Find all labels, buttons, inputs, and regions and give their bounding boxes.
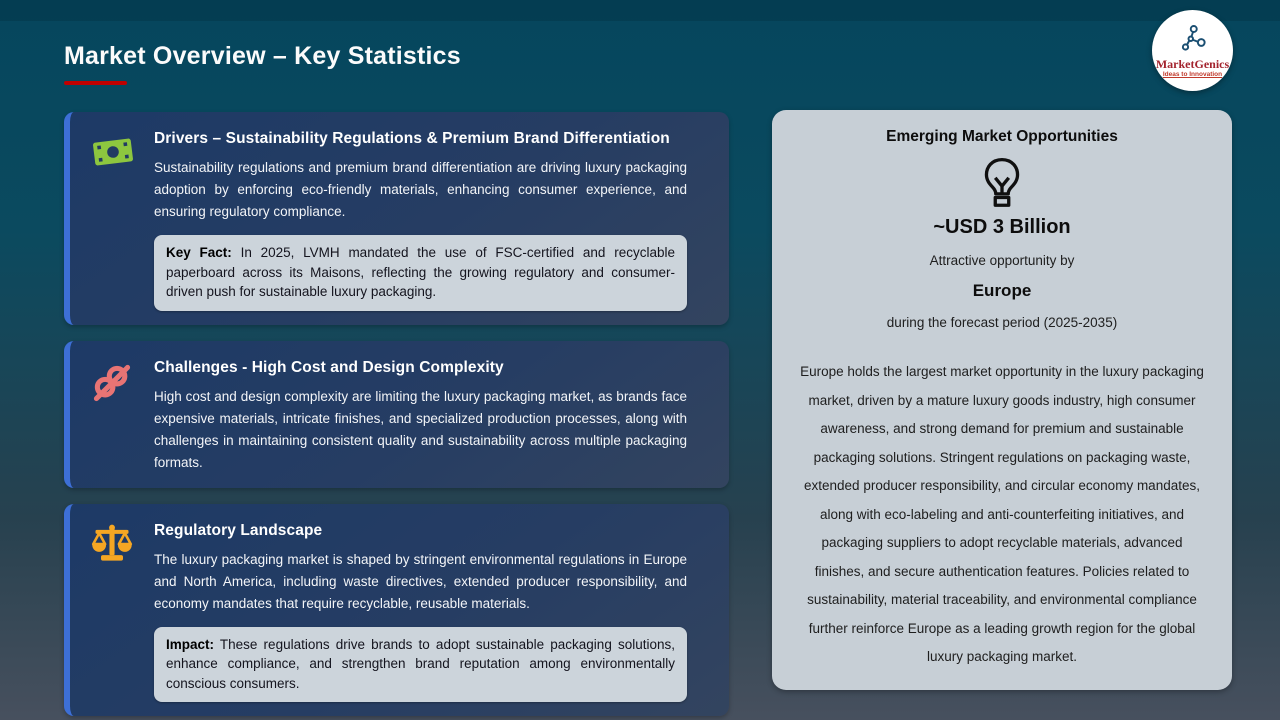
card-body: Sustainability regulations and premium brand differentiation are driving luxury packaging adoption by enforcing eco-friendly materials, enhancing consumer experience, and ensuring regulatory compliance.	[154, 160, 687, 219]
card-body: The luxury packaging market is shaped by stringent environmental regulations in Europe and North America, including waste directives, extended producer responsibility, and economy mandates that require recyclable, reusable materials.	[154, 551, 687, 611]
callout-label: Impact:	[166, 636, 215, 652]
opportunity-region: Europe	[972, 281, 1032, 300]
card-title: Challenges - High Cost and Design Complexity	[154, 358, 504, 376]
forecast-period: during the forecast period (2025-2035)	[886, 315, 1118, 330]
impact-box	[154, 627, 687, 703]
title-underline	[64, 81, 127, 85]
broken-link-icon	[90, 356, 136, 474]
logo-brand: MarketGenics	[1155, 56, 1230, 71]
callout-text: These regulations drive brands to adopt sustainable packaging solutions, enhance compliance, and strengthen brand reputation among environmentally conscious consumers.	[166, 636, 675, 691]
logo-tagline: Ideas to Innovation	[1162, 71, 1223, 79]
lightbulb-icon	[799, 156, 1205, 214]
panel-title: Emerging Market Opportunities	[886, 128, 1118, 145]
molecule-icon	[1178, 23, 1208, 58]
opportunity-value: ~USD 3 Billion	[933, 216, 1071, 238]
opportunity-subtitle: Attractive opportunity by	[929, 253, 1075, 268]
drivers-card	[64, 112, 729, 325]
header	[64, 42, 461, 85]
card-title: Regulatory Landscape	[154, 521, 323, 539]
scales-icon	[90, 519, 136, 703]
card-content	[154, 356, 687, 474]
marketgenics-logo	[1152, 10, 1233, 91]
card-content	[154, 519, 687, 703]
regulatory-card	[64, 504, 729, 717]
cards-column	[64, 112, 729, 720]
money-icon	[90, 127, 136, 311]
opportunity-panel	[772, 110, 1232, 690]
callout-label: Key Fact:	[166, 245, 232, 260]
challenges-card	[64, 341, 729, 488]
top-strip	[0, 0, 1280, 21]
opportunity-description: Europe holds the largest market opportunity in the luxury packaging market, driven by a mature luxury goods industry, high consumer awareness, and strong demand for premium and sustainable packaging solutions. Stringent regulations on packaging waste, extended producer responsibility, and circular economy mandates, along with eco-labeling and anti-counterfeiting initiatives, and packaging suppliers to adopt recyclable materials, advanced finishes, and secure authentication features. Policies related to sustainability, material traceability, and environmental compliance further reinforce Europe as a leading growth region for the global luxury packaging market.	[800, 364, 1204, 664]
page-title: Market Overview – Key Statistics	[64, 42, 461, 70]
card-content	[154, 127, 687, 311]
key-fact-box	[154, 235, 687, 311]
callout-text: In 2025, LVMH mandated the use of FSC-certified and recyclable paperboard across its Maisons, reflecting the growing regulatory and consumer-driven push for sustainable luxury packaging.	[166, 245, 675, 299]
card-body: High cost and design complexity are limiting the luxury packaging market, as brands face expensive materials, intricate finishes, and specialized production processes, along with challenges in maintaining consistent quality and sustainability across multiple packaging formats.	[154, 388, 687, 470]
card-title: Drivers – Sustainability Regulations & Premium Brand Differentiation	[154, 130, 670, 147]
